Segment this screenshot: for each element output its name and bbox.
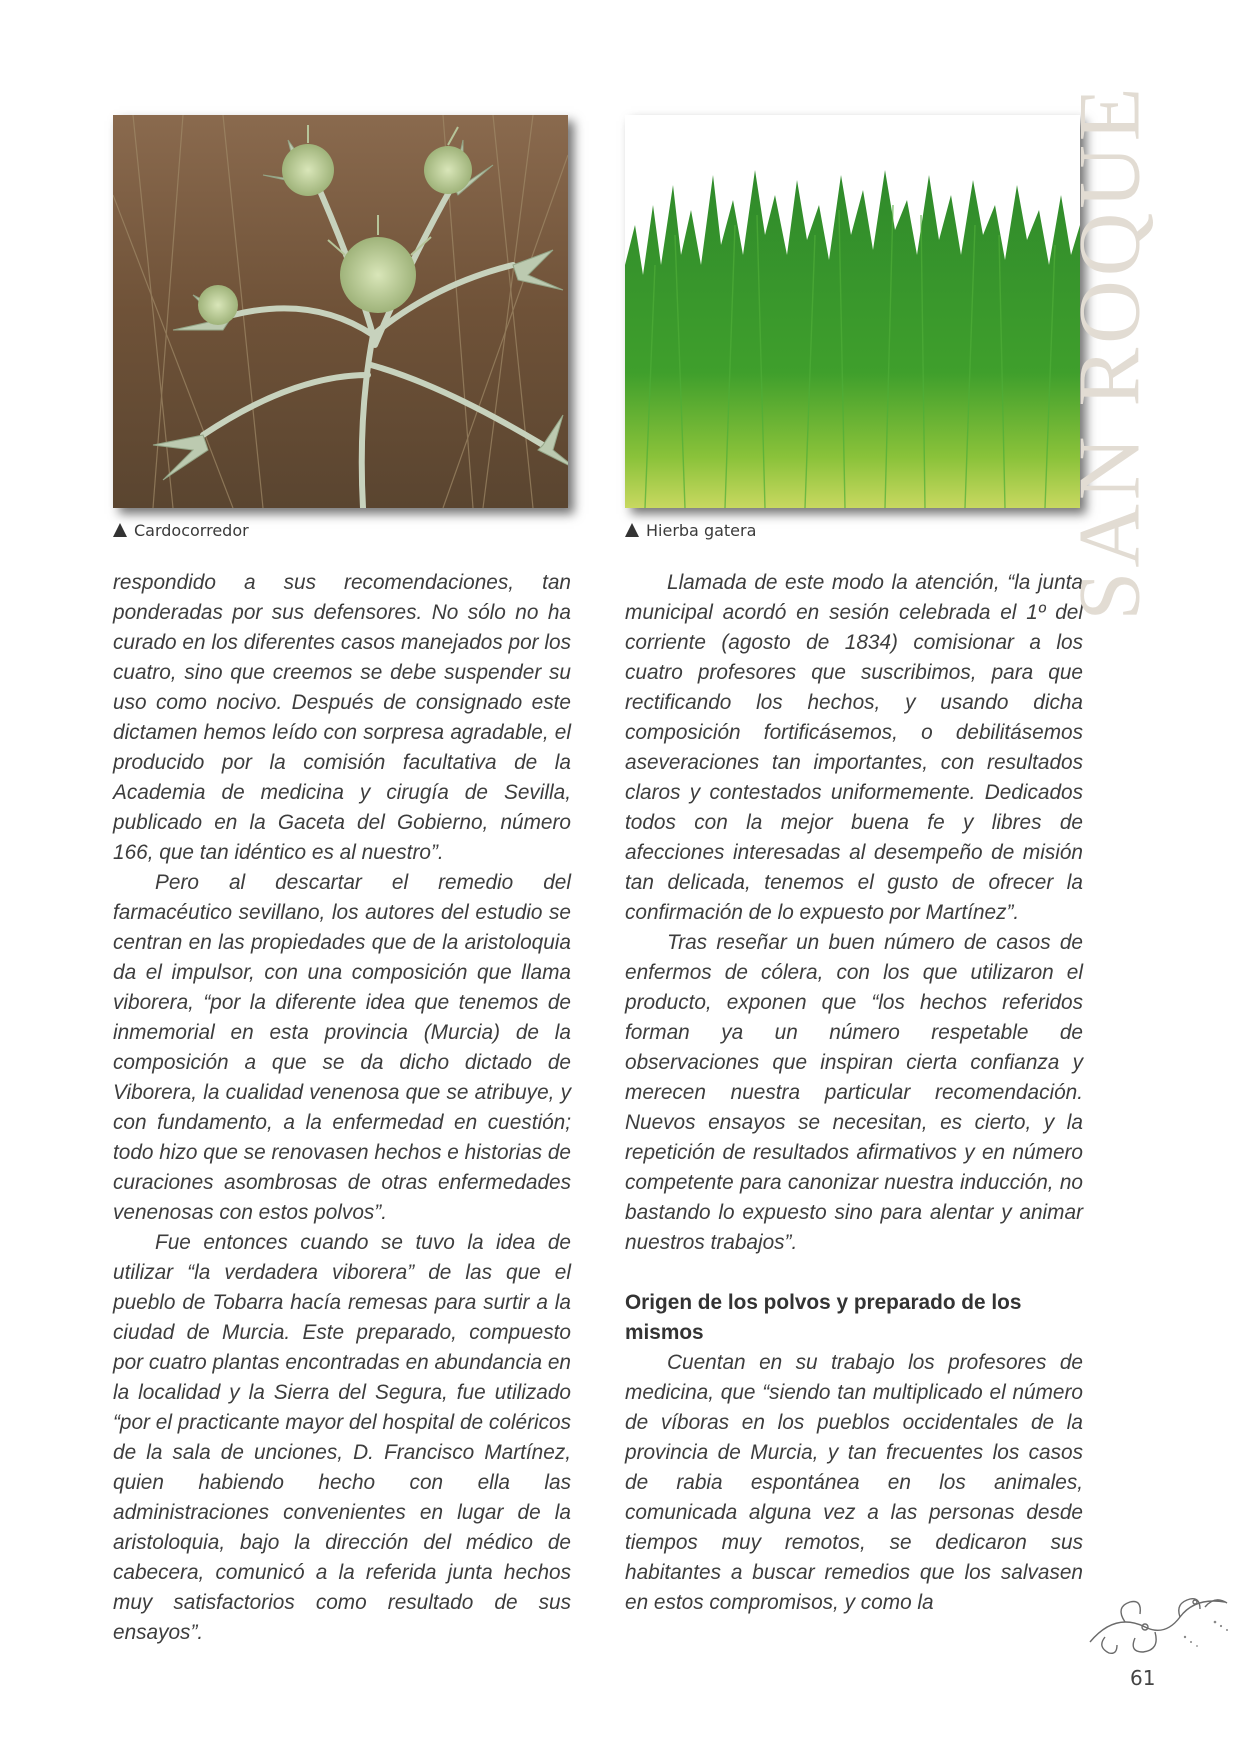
paragraph: Cuentan en su trabajo los profesores de medicina, que “siendo tan multiplicado el número de víboras en los pueblos occidentales de la provincia de Murcia, y tan frecuentes los casos de rabia espontánea en los animales, comunicada alguna vez a las personas desde tiempos muy remotos, se dedicaron sus habitantes a buscar remedios que los salvasen en estos compromisos, y como la (625, 1351, 1083, 1614)
figure-caption-left (113, 520, 249, 542)
caption-text: Cardocorredor (134, 521, 249, 540)
triangle-up-icon (625, 523, 639, 537)
triangle-up-icon (113, 523, 127, 537)
paragraph: respondido a sus recomendaciones, tan ponderadas por sus defensores. No sólo no ha curado en los diferentes casos manejados por los cuatro, sino que creemos se debe suspender su uso como nocivo. Después de consignado este dictamen hemos leído con sorpresa agradable, el producido por la comisión facultativa de la Academia de medicina y cirugía de Sevilla, publicado en la Gaceta del Gobierno, número 166, que tan idéntico es al nuestro”. (113, 571, 571, 864)
hierba-gatera-photo (625, 115, 1080, 508)
cardocorredor-photo (113, 115, 568, 508)
page-number: 61 (1130, 1666, 1156, 1690)
paragraph: Tras reseñar un buen número de casos de enfermos de cólera, con los que utilizaron el producto, exponen que “los hechos referidos forman ya un número respetable de observaciones que inspiran cierta confianza y merecen nuestra particular recomendación. Nuevos ensayos se necesitan, es cierto, y la repetición de resultados afirmativos y en número competente para canonizar nuestra inducción, no bastando lo expuesto sino para alentar y animar nuestros trabajos”. (625, 931, 1083, 1254)
section-heading: Origen de los polvos y preparado de los mismos (625, 1291, 1022, 1344)
left-text-column (113, 568, 571, 1648)
right-text-column (625, 568, 1083, 1618)
thistle-image (113, 115, 568, 508)
figure-caption-right (625, 520, 756, 542)
caption-text: Hierba gatera (646, 521, 757, 540)
floral-ornament-icon (1085, 1582, 1235, 1670)
section-title: SAN ROQUE (1061, 83, 1159, 621)
grass-image (625, 115, 1080, 508)
paragraph: Fue entonces cuando se tuvo la idea de utilizar “la verdadera viborera” de las que el pueblo de Tobarra hacía remesas para surtir a la ciudad de Murcia. Este preparado, compuesto por cuatro plantas encontradas en abundancia en la localidad y la Sierra del Segura, fue utilizado “por el practicante mayor del hospital de coléricos de la sala de unciones, D. Francisco Martínez, quien habiendo hecho con ella las administraciones convenientes en lugar de la aristoloquia, bajo la dirección del médico de cabecera, comunicó a la referida junta hechos muy satisfactorios como resultado de sus ensayos”. (113, 1231, 571, 1644)
paragraph: Llamada de este modo la atención, “la junta municipal acordó en sesión celebrada el 1º del corriente (agosto de 1834) comisionar a los cuatro profesores que suscribimos, para que rectificando los hechos, y usando dicha composición fortificásemos, o debilitásemos aseveraciones tan importantes, con resultados claros y contestados uniformemente. Dedicados todos con la mejor buena fe y libres de afecciones interesadas al desempeño de misión tan delicada, tenemos el gusto de ofrecer la confirmación de lo expuesto por Martínez”. (625, 571, 1083, 924)
paragraph: Pero al descartar el remedio del farmacéutico sevillano, los autores del estudio se centran en las propiedades que de la aristoloquia da el impulsor, con una composición que llama viborera, “por la diferente idea que tenemos de inmemorial en esta provincia (Murcia) de la composición a que se da dicho dictado de Viborera, la cualidad venenosa que se atribuye, y con fundamento, a la enfermedad en cuestión; todo hizo que se renovasen hechos e historias de curaciones asombrosas de otras enfermedades venenosas con estos polvos”. (113, 871, 571, 1224)
